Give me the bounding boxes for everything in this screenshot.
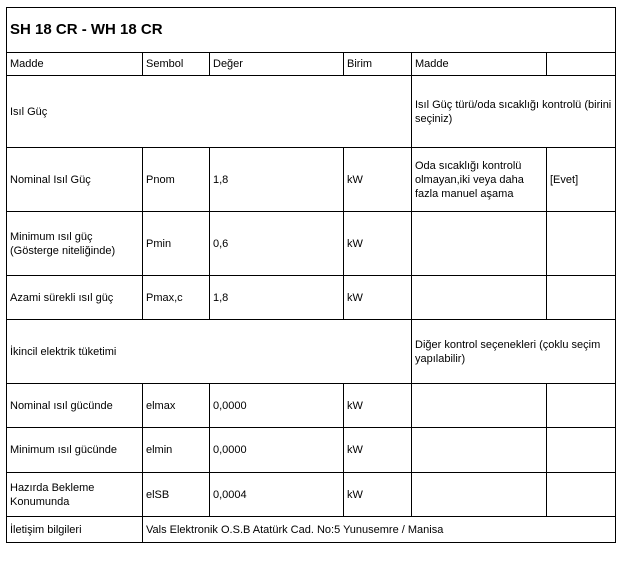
header-extra [547,53,616,76]
row-unit-elsb: kW [344,473,412,517]
table-row [7,148,616,212]
row-right-elmin [412,428,547,473]
table-row [7,212,616,276]
header-madde: Madde [7,53,143,76]
row-unit-nominal: kW [344,148,412,212]
row-right-value-elmin [547,428,616,473]
row-right-value-azami [547,276,616,320]
row-right-nominal: Oda sıcaklığı kontrolü olmayan,iki veya daha fazla manuel aşama [412,148,547,212]
row-label-isil-guc: Isıl Güç [7,76,412,148]
row-label-elmax: Nominal ısıl gücünde [7,384,143,428]
table-row [7,473,616,517]
row-symbol-elmax: elmax [143,384,210,428]
row-value-elmin: 0,0000 [210,428,344,473]
row-label-contact: İletişim bilgileri [7,517,143,543]
table-row [7,517,616,543]
row-unit-minimum: kW [344,212,412,276]
table-title: SH 18 CR - WH 18 CR [7,8,616,53]
row-symbol-elsb: elSB [143,473,210,517]
row-value-contact: Vals Elektronik O.S.B Atatürk Cad. No:5 Yunusemre / Manisa [143,517,616,543]
row-label-minimum: Minimum ısıl güç (Gösterge niteliğinde) [7,212,143,276]
row-value-azami: 1,8 [210,276,344,320]
row-value-nominal: 1,8 [210,148,344,212]
row-right-ikincil: Diğer kontrol seçenekleri (çoklu seçim yapılabilir) [412,320,616,384]
table-row [7,428,616,473]
header-madde-right: Madde [412,53,547,76]
table-row [7,276,616,320]
row-unit-elmax: kW [344,384,412,428]
row-unit-elmin: kW [344,428,412,473]
row-label-ikincil: İkincil elektrik tüketimi [7,320,412,384]
product-info-table [6,7,616,543]
row-label-elmin: Minimum ısıl gücünde [7,428,143,473]
row-label-nominal: Nominal Isıl Güç [7,148,143,212]
row-unit-azami: kW [344,276,412,320]
row-right-elsb [412,473,547,517]
header-deger: Değer [210,53,344,76]
row-label-elsb: Hazırda Bekleme Konumunda [7,473,143,517]
row-symbol-minimum: Pmin [143,212,210,276]
row-symbol-azami: Pmax,c [143,276,210,320]
row-right-azami [412,276,547,320]
row-right-value-nominal: [Evet] [547,148,616,212]
row-right-value-minimum [547,212,616,276]
header-sembol: Sembol [143,53,210,76]
table-row [7,384,616,428]
row-right-isil-guc: Isıl Güç türü/oda sıcaklığı kontrolü (birini seçiniz) [412,76,616,148]
row-label-azami: Azami sürekli ısıl güç [7,276,143,320]
row-value-minimum: 0,6 [210,212,344,276]
title-row [7,8,616,53]
row-symbol-elmin: elmin [143,428,210,473]
table-row [7,76,616,148]
row-value-elmax: 0,0000 [210,384,344,428]
row-right-value-elmax [547,384,616,428]
row-symbol-nominal: Pnom [143,148,210,212]
table-row [7,320,616,384]
row-right-elmax [412,384,547,428]
header-birim: Birim [344,53,412,76]
row-right-value-elsb [547,473,616,517]
row-value-elsb: 0,0004 [210,473,344,517]
header-row [7,53,616,76]
row-right-minimum [412,212,547,276]
